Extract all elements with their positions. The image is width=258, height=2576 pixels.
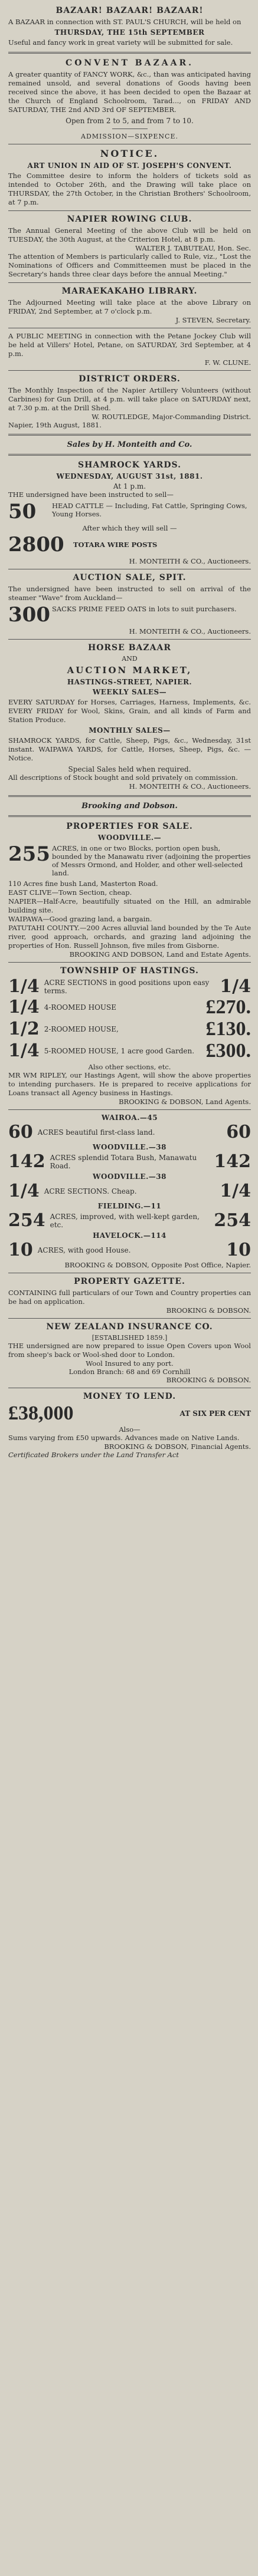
horse-title2: AND bbox=[122, 655, 138, 663]
lot-description: HEAD CATTLE — Including, Fat Cattle, Springing Cows, Young Horses. bbox=[52, 502, 247, 518]
insurance-notice bbox=[8, 1322, 251, 1384]
monteith-banner: Sales by H. Monteith and Co. bbox=[67, 440, 192, 449]
property-acres: 10 bbox=[8, 1240, 33, 1260]
public-meeting-body: A PUBLIC MEETING in connection with the Petane Jockey Club will be held at Villers' Hotel, Petane, on SATURDAY, 3rd September, at 4 p.m. bbox=[8, 332, 251, 358]
bazaar-top-date: THURSDAY, THE 15th SEPTEMBER bbox=[54, 28, 205, 37]
woodville1-title: WOODVILLE.—38 bbox=[93, 1143, 166, 1151]
horse-title1: HORSE BAZAAR bbox=[88, 643, 171, 653]
property-row bbox=[8, 1153, 251, 1171]
shamrock-time: At 1 p.m. bbox=[113, 482, 146, 490]
hastings-township bbox=[8, 966, 251, 1106]
divider bbox=[8, 210, 251, 211]
horse-weekly: WEEKLY SALES— bbox=[92, 688, 167, 696]
property-acres: 142 bbox=[214, 1151, 251, 1172]
property-description: ACRES, with good House. bbox=[37, 1246, 131, 1254]
property-fraction: 1/4 bbox=[8, 1040, 40, 1061]
property-acres: 254 bbox=[214, 1210, 251, 1231]
property-price: £130. bbox=[205, 1018, 251, 1040]
rowing-title: NAPIER ROWING CLUB. bbox=[67, 215, 192, 224]
art-union-notice bbox=[8, 148, 251, 207]
property-description: ACRE SECTIONS in good positions upon easy terms. bbox=[44, 979, 210, 995]
properties-clive: EAST CLIVE—Town Section, cheap. bbox=[8, 888, 132, 897]
properties-napier: NAPIER—Half-Acre, beautifully situated on the Hill, an admirable building site. bbox=[8, 897, 251, 914]
properties-for-sale bbox=[8, 822, 251, 958]
horse-special: Special Sales held when required. bbox=[68, 765, 191, 773]
rowing-body2: The attention of Members is particularly called to Rule, viz., "Lost the Nominations of Officers and Committeemen must be placed in the Secretary's hands three clear days before the annual Meeting." bbox=[8, 252, 251, 278]
convent-title: CONVENT BAZAAR. bbox=[66, 58, 194, 68]
money-sign: BROOKING & DOBSON, Financial Agents. bbox=[104, 1442, 251, 1451]
shamrock-title: SHAMROCK YARDS. bbox=[78, 460, 181, 470]
property-description: ACRES, improved, with well-kept garden, etc. bbox=[50, 1213, 200, 1229]
horse-weekly-body: EVERY SATURDAY for Horses, Carriages, Harness, Implements, &c. EVERY FRIDAY for Wool, Skins, Grain, and all kinds of Farm and Station Produce. bbox=[8, 698, 251, 724]
wairoa-properties bbox=[8, 1114, 251, 1269]
lot-description: SACKS PRIME FEED OATS in lots to suit purchasers. bbox=[52, 605, 237, 613]
property-acres: 60 bbox=[8, 1122, 33, 1142]
divider bbox=[8, 639, 251, 640]
district-place: Napier, 19th August, 1881. bbox=[8, 421, 102, 429]
fielding-title: FIELDING.—11 bbox=[97, 1202, 162, 1210]
properties-after: 110 Acres fine bush Land, Masterton Road. bbox=[8, 879, 158, 888]
hastings-body: MR WM RIPLEY, our Hastings Agent, will show the above properties to intending purchasers. He is prepared to receive applications for Loans transact all Agency business in Hastings. bbox=[8, 1071, 251, 1097]
hastings-sign: BROOKING & DOBSON, Land Agents. bbox=[119, 1098, 251, 1106]
havelock-title: HAVELOCK.—114 bbox=[93, 1231, 166, 1240]
divider bbox=[8, 52, 251, 54]
lot-quantity: 2800 bbox=[8, 533, 64, 556]
money-footer: Certificated Brokers under the Land Transfer Act bbox=[8, 1451, 179, 1459]
convent-body: A greater quantity of FANCY WORK, &c., than was anticipated having remained unsold, and several donations of Goods having been received since the above, it has been decided to open the Bazaar at the Church of England Schoolroom, Tarad..., on FRIDAY AND SATURDAY, THE 2nd AND 3rd OF SEPTEMBER. bbox=[8, 70, 251, 114]
property-description: 5-ROOMED HOUSE, 1 acre good Garden. bbox=[44, 1047, 195, 1055]
property-row bbox=[8, 1124, 251, 1141]
wairoa-title: WAIROA.—45 bbox=[101, 1114, 158, 1122]
properties-patutahi: PATUTAHI COUNTY.—200 Acres alluvial land bounded by the Te Aute river, good approach, orchards, and grazing land adjoining the properties of Hon. Russell Johnson, five miles from Gisborne. bbox=[8, 924, 251, 950]
property-row bbox=[8, 1019, 251, 1039]
insurance-sub: [ESTABLISHED 1859.] bbox=[92, 1334, 168, 1342]
woodville2-title: WOODVILLE.—38 bbox=[93, 1172, 166, 1181]
money-body: Sums varying from £50 upwards. Advances made on Native Lands. bbox=[8, 1434, 240, 1442]
insurance-body2: Wool Insured to any port. bbox=[86, 1359, 174, 1368]
bazaar-top-title: BAZAAR! BAZAAR! BAZAAR! bbox=[55, 6, 204, 15]
district-orders-notice bbox=[8, 374, 251, 429]
insurance-body: THE undersigned are now prepared to issue Open Covers upon Wool from sheep's back or Wool-shed door to London. bbox=[8, 1342, 251, 1359]
money-rate: AT SIX PER CENT bbox=[179, 1409, 251, 1418]
lot-description: TOTARA WIRE POSTS bbox=[73, 541, 158, 549]
hastings-extra: Also other sections, etc. bbox=[88, 1063, 171, 1071]
insurance-london: London Branch: 68 and 69 Cornhill bbox=[68, 1368, 191, 1376]
property-description: 4-ROOMED HOUSE bbox=[44, 1003, 116, 1012]
spit-auction-sale bbox=[8, 573, 251, 635]
property-fraction: 1/4 bbox=[8, 976, 40, 997]
bazaar-top-notice bbox=[8, 6, 251, 47]
property-gazette bbox=[8, 1277, 251, 1315]
library-notice bbox=[8, 286, 251, 324]
notice-body: The Committee desire to inform the holders of tickets sold as intended to October 26th, and the Drawing will take place on THURSDAY, the 27th October, in the Christian Brothers' Schoolroom, at 7 p.m. bbox=[8, 172, 251, 206]
divider bbox=[8, 815, 251, 817]
property-row bbox=[8, 1241, 251, 1259]
horse-monthly-body: SHAMROCK YARDS, for Cattle, Sheep, Pigs, &c., Wednesday, 31st instant. WAIPAWA YARDS, for Cattle, Horses, Sheep, Pigs, &c. — Notice. bbox=[8, 736, 251, 762]
shamrock-date: WEDNESDAY, AUGUST 31st, 1881. bbox=[56, 472, 203, 480]
property-row bbox=[8, 1182, 251, 1200]
property-acres: 1/4 bbox=[220, 1181, 251, 1201]
shamrock-after: After which they will sell — bbox=[82, 524, 177, 532]
brooking-banner: Brooking and Dobson. bbox=[81, 802, 178, 811]
bazaar-top-line3: Useful and fancy work in great variety will be submitted for sale. bbox=[8, 38, 233, 47]
divider bbox=[8, 1109, 251, 1110]
lot-row bbox=[8, 502, 251, 522]
property-row bbox=[8, 1041, 251, 1061]
properties-sign: BROOKING AND DOBSON, Land and Estate Agents. bbox=[69, 950, 251, 958]
spit-title: AUCTION SALE, SPIT. bbox=[73, 573, 187, 582]
property-acres: 60 bbox=[226, 1122, 251, 1142]
shamrock-sign: H. MONTEITH & CO., Auctioneers. bbox=[129, 557, 251, 565]
public-meeting-notice bbox=[8, 332, 251, 367]
insurance-title: NEW ZEALAND INSURANCE CO. bbox=[46, 1322, 213, 1332]
wairoa-sign: BROOKING & DOBSON, Opposite Post Office, Napier. bbox=[64, 1261, 251, 1269]
rowing-body: The Annual General Meeting of the above Club will be held on TUESDAY, the 30th August, at the Criterion Hotel, at 8 p.m. bbox=[8, 226, 251, 243]
spit-body: The undersigned have been instructed to sell on arrival of the steamer "Wave" from Auckland— bbox=[8, 585, 251, 602]
divider bbox=[8, 795, 251, 797]
rowing-sign: WALTER J. TABUTEAU, Hon. Sec. bbox=[135, 244, 251, 252]
divider bbox=[8, 282, 251, 283]
hastings-title: TOWNSHIP OF HASTINGS. bbox=[60, 966, 199, 976]
gazette-body: CONTAINING full particulars of our Town and Country properties can be had on application. bbox=[8, 1289, 251, 1306]
divider bbox=[8, 370, 251, 371]
money-title: MONEY TO LEND. bbox=[83, 1392, 177, 1401]
bazaar-top-line1: A BAZAAR in connection with ST. PAUL'S CHURCH, will be held on bbox=[8, 18, 241, 26]
property-description: ACRES beautiful first-class land. bbox=[37, 1128, 155, 1137]
lot-quantity: 50 bbox=[8, 500, 37, 523]
public-meeting-sign: F. W. CLUNE. bbox=[204, 358, 251, 367]
property-price: £270. bbox=[205, 996, 251, 1018]
lot-quantity: 255 bbox=[8, 842, 50, 866]
properties-woodville: WOODVILLE.— bbox=[97, 834, 162, 842]
horse-title3: AUCTION MARKET, bbox=[67, 665, 192, 676]
property-description: 2-ROOMED HOUSE, bbox=[44, 1025, 119, 1033]
divider bbox=[8, 434, 251, 436]
gazette-sign: BROOKING & DOBSON. bbox=[166, 1306, 251, 1315]
money-also: Also— bbox=[119, 1425, 141, 1434]
shamrock-intro: THE undersigned have been instructed to sell— bbox=[8, 490, 174, 499]
district-title: DISTRICT ORDERS. bbox=[79, 374, 181, 384]
spit-sign: H. MONTEITH & CO., Auctioneers. bbox=[129, 627, 251, 635]
horse-bazaar-notice bbox=[8, 643, 251, 790]
lot-quantity: 300 bbox=[8, 603, 50, 627]
property-acres: 254 bbox=[8, 1210, 45, 1231]
lot-row bbox=[8, 535, 251, 555]
convent-admission: ADMISSION—SIXPENCE. bbox=[81, 133, 178, 140]
horse-sign: H. MONTEITH & CO., Auctioneers. bbox=[129, 782, 251, 790]
property-price: £300. bbox=[205, 1040, 251, 1062]
shamrock-yards-sale bbox=[8, 460, 251, 565]
property-fraction: 1/4 bbox=[220, 976, 251, 997]
insurance-sign: BROOKING & DOBSON. bbox=[166, 1376, 251, 1384]
money-amount: £38,000 bbox=[8, 1402, 74, 1424]
property-fraction: 1/4 bbox=[8, 997, 40, 1017]
money-amount-row bbox=[8, 1404, 251, 1424]
district-sign: W. ROUTLEDGE, Major-Commanding District. bbox=[92, 413, 251, 421]
convent-bazaar-notice bbox=[8, 58, 251, 140]
library-title: MARAEKAKAHO LIBRARY. bbox=[61, 286, 198, 296]
divider bbox=[8, 454, 251, 456]
lot-row bbox=[8, 605, 251, 625]
library-sign: J. STEVEN, Secretary. bbox=[175, 316, 251, 324]
property-fraction: 1/2 bbox=[8, 1019, 40, 1039]
divider bbox=[8, 1318, 251, 1319]
property-description: ACRES splendid Totara Bush, Manawatu Road. bbox=[50, 1154, 197, 1170]
property-acres: 10 bbox=[226, 1240, 251, 1260]
property-row bbox=[8, 1212, 251, 1230]
horse-title4: HASTINGS-STREET, NAPIER. bbox=[67, 678, 192, 686]
library-body: The Adjourned Meeting will take place at the above Library on FRIDAY, 2nd September, at 7 o'clock p.m. bbox=[8, 298, 251, 315]
rowing-club-notice bbox=[8, 215, 251, 279]
property-description: ACRE SECTIONS. Cheap. bbox=[44, 1187, 137, 1195]
convent-hours: Open from 2 to 5, and from 7 to 10. bbox=[66, 117, 194, 125]
properties-title: PROPERTIES FOR SALE. bbox=[66, 822, 193, 831]
property-acres: 142 bbox=[8, 1151, 45, 1172]
properties-waipawa: WAIPAWA—Good grazing land, a bargain. bbox=[8, 915, 152, 923]
horse-special-body: All descriptions of Stock bought and sold privately on commission. bbox=[8, 773, 238, 782]
lot-description: ACRES, in one or two Blocks, portion open bush, bounded by the Manawatu river (adjoining the properties of Messrs Ormond, and Holder, and other well-selected land. bbox=[52, 844, 251, 877]
gazette-title: PROPERTY GAZETTE. bbox=[74, 1277, 185, 1286]
money-to-lend bbox=[8, 1392, 251, 1460]
horse-monthly: MONTHLY SALES— bbox=[89, 726, 171, 734]
lot-row bbox=[8, 844, 251, 877]
district-body: The Monthly Inspection of the Napier Artillery Volunteers (without Carbines) for Gun Drill, at 4 p.m. will take place on SATURDAY next, at 7.30 p.m. at the Drill Shed. bbox=[8, 386, 251, 412]
divider bbox=[8, 962, 251, 963]
notice-subtitle: ART UNION IN AID OF ST. JOSEPH'S CONVENT. bbox=[27, 162, 232, 170]
property-acres: 1/4 bbox=[8, 1181, 40, 1201]
property-row bbox=[8, 997, 251, 1017]
property-row bbox=[8, 978, 251, 996]
notice-title: NOTICE. bbox=[100, 148, 159, 159]
